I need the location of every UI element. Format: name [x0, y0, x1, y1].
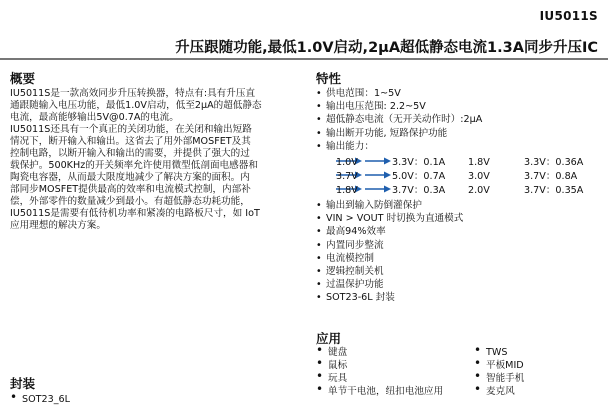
application-item: • 智能手机 — [474, 372, 524, 385]
feature-item: • 最高94%效率 — [316, 225, 463, 238]
feature-item: • 供电范围：1~5V — [316, 87, 482, 100]
features-heading: 特性 — [316, 71, 342, 86]
feature-item: • 电流模控制 — [316, 252, 463, 265]
application-item: • 单节干电池，纽扣电池应用 — [316, 385, 443, 398]
feature-item: • 输出能力： — [316, 140, 482, 153]
overview-para-2: IU5011S还具有一个真正的关闭功能，在关闭和输出短路 情况下，断开输入和输出。这省去了用外部MOSFET及其 控制电路，以断开输入和输出的需要，并提供了强大的过 载保护。500KHz的开关频率允许使用微型低剖面电感器和 陶瓷电容器，从而最大限度地减少了解决方案的面积。内 部同步MOSFET提供最高的效率和电流模式控制，内部补 偿，外部零件的数量减少到最小。有超低静态功耗功能， IU5011S是需要有低待机功率和紧凑的电路板尺寸，如 IoT 应用理想的解决方案。 — [10, 124, 260, 231]
feature-item: • 过温保护功能 — [316, 278, 463, 291]
package-item: • SOT23_6L — [10, 393, 70, 406]
capability-output: 3.7V：0.8A — [524, 171, 578, 182]
capability-input: 1.0V — [336, 157, 358, 168]
capability-row — [336, 171, 598, 183]
right-arrow-icon — [365, 157, 391, 165]
application-item: • 麦克风 — [474, 385, 524, 398]
capability-output: 3.3V：0.1A — [392, 157, 446, 168]
capability-input: 1.8V — [468, 157, 490, 168]
capability-row — [336, 157, 598, 169]
capability-row — [336, 185, 598, 197]
feature-item: • VIN > VOUT 时切换为直通模式 — [316, 212, 463, 225]
right-arrow-icon — [365, 171, 391, 179]
application-item: • 平板MID — [474, 359, 524, 372]
overview-heading: 概要 — [10, 71, 36, 86]
capability-output: 3.7V：0.35A — [524, 185, 584, 196]
capability-input: 1.8V — [336, 185, 358, 196]
feature-item: • SOT23-6L 封装 — [316, 291, 463, 304]
overview-text — [10, 88, 302, 232]
features-list-bottom — [316, 199, 463, 305]
applications-heading: 应用 — [316, 331, 342, 346]
application-item: • 鼠标 — [316, 359, 443, 372]
application-item: • 键盘 — [316, 346, 443, 359]
capability-input: 2.0V — [468, 185, 490, 196]
application-item: • TWS — [474, 346, 524, 359]
feature-item: • 超低静态电流（无开关动作时）:2μA — [316, 113, 482, 126]
capability-input: 3.0V — [468, 171, 490, 182]
document-title: 升压跟随功能,最低1.0V启动,2μA超低静态电流1.3A同步升压IC — [175, 40, 598, 56]
output-capability-table — [336, 157, 598, 197]
capability-output: 3.7V：0.3A — [392, 185, 446, 196]
package-list — [10, 393, 70, 406]
feature-item: • 逻辑控制关机 — [316, 265, 463, 278]
overview-para-1: IU5011S是一款高效同步升压转换器，特点有:具有升压直 通跟随输入电压功能，最低1.0V启动，低至2μA的超低静态 电流，最高能够输出5V@0.7A的电流。 — [10, 88, 262, 123]
capability-input: 3.7V — [336, 171, 358, 182]
feature-item: • 内置同步整流 — [316, 239, 463, 252]
right-arrow-icon — [365, 185, 391, 193]
application-item: • 玩具 — [316, 372, 443, 385]
feature-item: • 输出到输入防倒灌保护 — [316, 199, 463, 212]
features-list-top — [316, 87, 482, 153]
package-heading: 封装 — [10, 376, 36, 391]
feature-item: • 输出断开功能, 短路保护功能 — [316, 127, 482, 140]
capability-output: 5.0V：0.7A — [392, 171, 446, 182]
part-number: IU5011S — [539, 9, 598, 23]
header-divider — [0, 58, 608, 60]
applications-list-left — [316, 346, 443, 398]
feature-item: • 输出电压范围: 2.2~5V — [316, 100, 482, 113]
capability-output: 3.3V：0.36A — [524, 157, 584, 168]
applications-list-right — [474, 346, 524, 398]
